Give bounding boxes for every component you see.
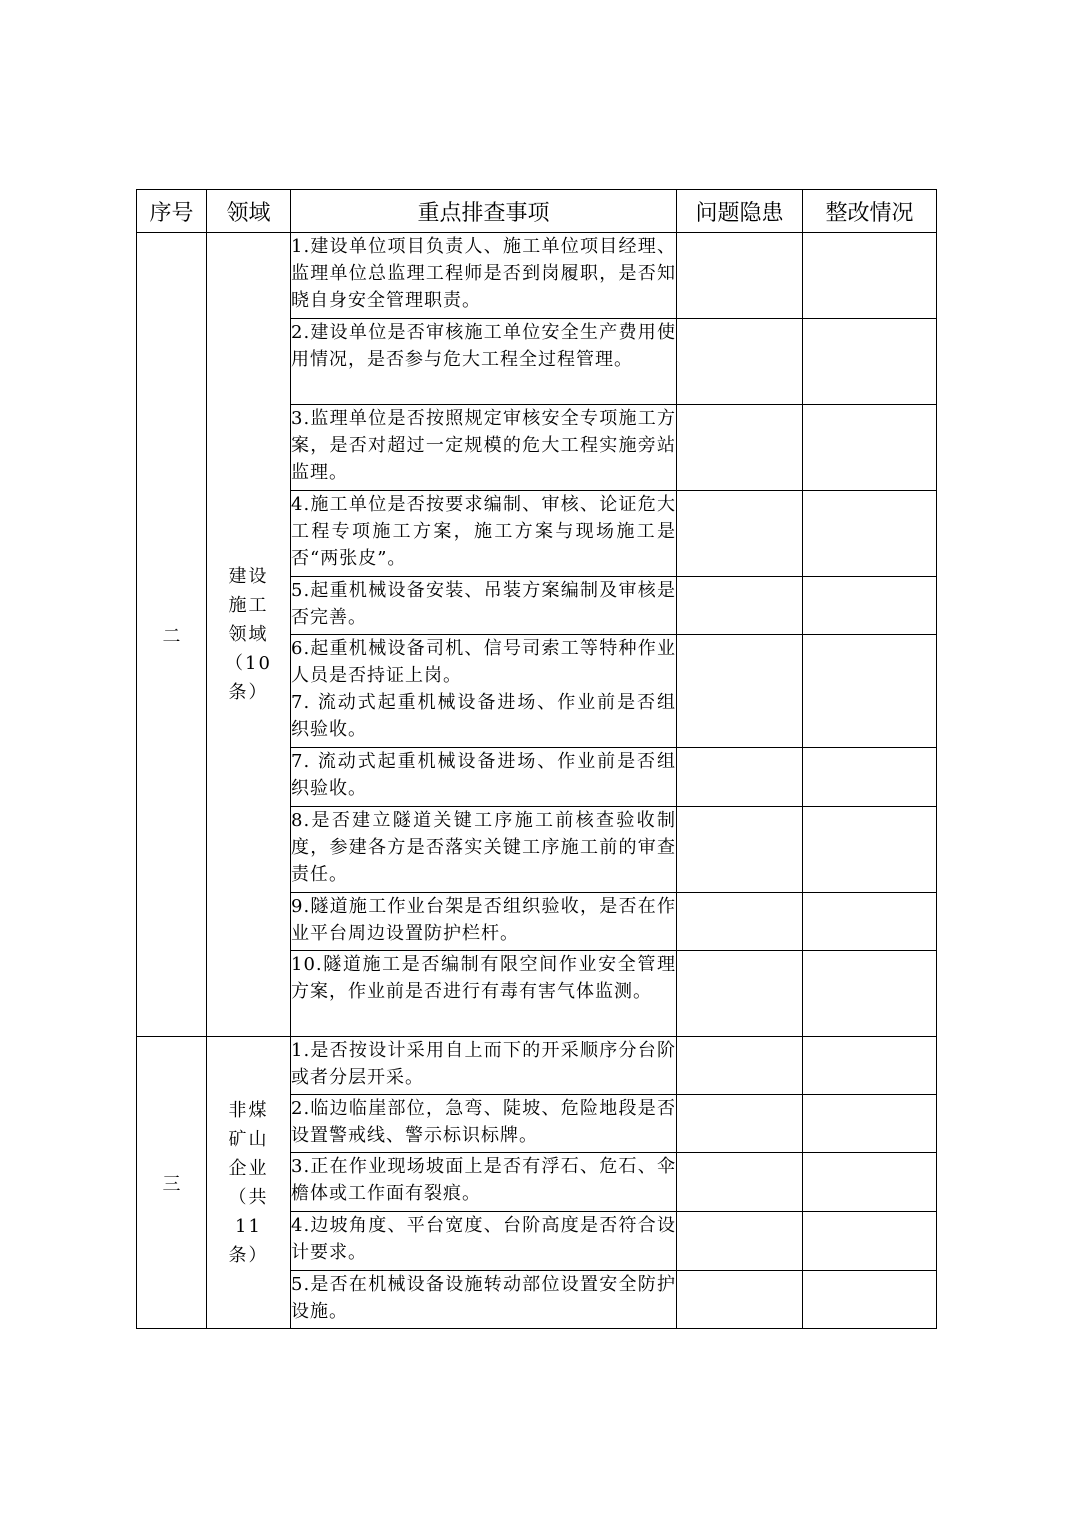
- rectification-cell[interactable]: [803, 1095, 937, 1153]
- rectification-cell[interactable]: [803, 319, 937, 405]
- issues-cell[interactable]: [677, 1271, 803, 1329]
- rectification-cell[interactable]: [803, 748, 937, 807]
- rectification-cell[interactable]: [803, 1037, 937, 1095]
- section-seq: 二: [137, 233, 207, 1037]
- check-item: 4.边坡角度、平台宽度、台阶高度是否符合设计要求。: [291, 1212, 677, 1271]
- rectification-cell[interactable]: [803, 635, 937, 748]
- rectification-cell[interactable]: [803, 1153, 937, 1212]
- issues-cell[interactable]: [677, 233, 803, 319]
- check-item: 2.临边临崖部位，急弯、陡坡、危险地段是否设置警戒线、警示标识标牌。: [291, 1095, 677, 1153]
- check-item: 10.隧道施工是否编制有限空间作业安全管理方案，作业前是否进行有毒有害气体监测。: [291, 951, 677, 1037]
- rectification-cell[interactable]: [803, 951, 937, 1037]
- rectification-cell[interactable]: [803, 807, 937, 893]
- header-rectification: 整改情况: [803, 190, 937, 233]
- issues-cell[interactable]: [677, 748, 803, 807]
- issues-cell[interactable]: [677, 405, 803, 491]
- rectification-cell[interactable]: [803, 1212, 937, 1271]
- check-item: 8.是否建立隧道关键工序施工前核查验收制度，参建各方是否落实关键工序施工前的审查责任。: [291, 807, 677, 893]
- issues-cell[interactable]: [677, 1212, 803, 1271]
- section-domain-label: 非煤矿山企业（共11条）: [228, 1099, 269, 1266]
- issues-cell[interactable]: [677, 1153, 803, 1212]
- header-seq: 序号: [137, 190, 207, 233]
- check-item: 3.监理单位是否按照规定审核安全专项施工方案，是否对超过一定规模的危大工程实施旁站监理。: [291, 405, 677, 491]
- section-domain: [207, 1037, 291, 1329]
- header-items: 重点排查事项: [291, 190, 677, 233]
- issues-cell[interactable]: [677, 491, 803, 577]
- check-item: 3.正在作业现场坡面上是否有浮石、危石、伞檐体或工作面有裂痕。: [291, 1153, 677, 1212]
- check-item: 5.起重机械设备安装、吊装方案编制及审核是否完善。: [291, 577, 677, 635]
- rectification-cell[interactable]: [803, 405, 937, 491]
- check-item: 1.是否按设计采用自上而下的开采顺序分台阶或者分层开采。: [291, 1037, 677, 1095]
- section-domain-label: 建设施工领域（10条）: [225, 566, 272, 703]
- rectification-cell[interactable]: [803, 491, 937, 577]
- rectification-cell[interactable]: [803, 1271, 937, 1329]
- issues-cell[interactable]: [677, 807, 803, 893]
- check-item: 7. 流动式起重机械设备进场、作业前是否组织验收。: [291, 748, 677, 807]
- issues-cell[interactable]: [677, 1095, 803, 1153]
- rectification-cell[interactable]: [803, 233, 937, 319]
- issues-cell[interactable]: [677, 577, 803, 635]
- issues-cell[interactable]: [677, 951, 803, 1037]
- section-domain: [207, 233, 291, 1037]
- check-item: 4.施工单位是否按要求编制、审核、论证危大工程专项施工方案，施工方案与现场施工是否“两张皮”。: [291, 491, 677, 577]
- check-item: 2.建设单位是否审核施工单位安全生产费用使用情况，是否参与危大工程全过程管理。: [291, 319, 677, 405]
- check-item: 9.隧道施工作业台架是否组织验收，是否在作业平台周边设置防护栏杆。: [291, 893, 677, 951]
- rectification-cell[interactable]: [803, 577, 937, 635]
- issues-cell[interactable]: [677, 893, 803, 951]
- check-item: 5.是否在机械设备设施转动部位设置安全防护设施。: [291, 1271, 677, 1329]
- table-row: [137, 233, 937, 319]
- rectification-cell[interactable]: [803, 893, 937, 951]
- header-row: [137, 190, 937, 233]
- header-domain: 领域: [207, 190, 291, 233]
- table-row: [137, 1037, 937, 1095]
- issues-cell[interactable]: [677, 319, 803, 405]
- inspection-checklist-table: [136, 189, 937, 1329]
- issues-cell[interactable]: [677, 635, 803, 748]
- check-item: 6.起重机械设备司机、信号司索工等特种作业人员是否持证上岗。 7. 流动式起重机械设备进场、作业前是否组织验收。: [291, 635, 677, 748]
- check-item: 1.建设单位项目负责人、施工单位项目经理、监理单位总监理工程师是否到岗履职，是否知晓自身安全管理职责。: [291, 233, 677, 319]
- section-seq: 三: [137, 1037, 207, 1329]
- issues-cell[interactable]: [677, 1037, 803, 1095]
- header-issues: 问题隐患: [677, 190, 803, 233]
